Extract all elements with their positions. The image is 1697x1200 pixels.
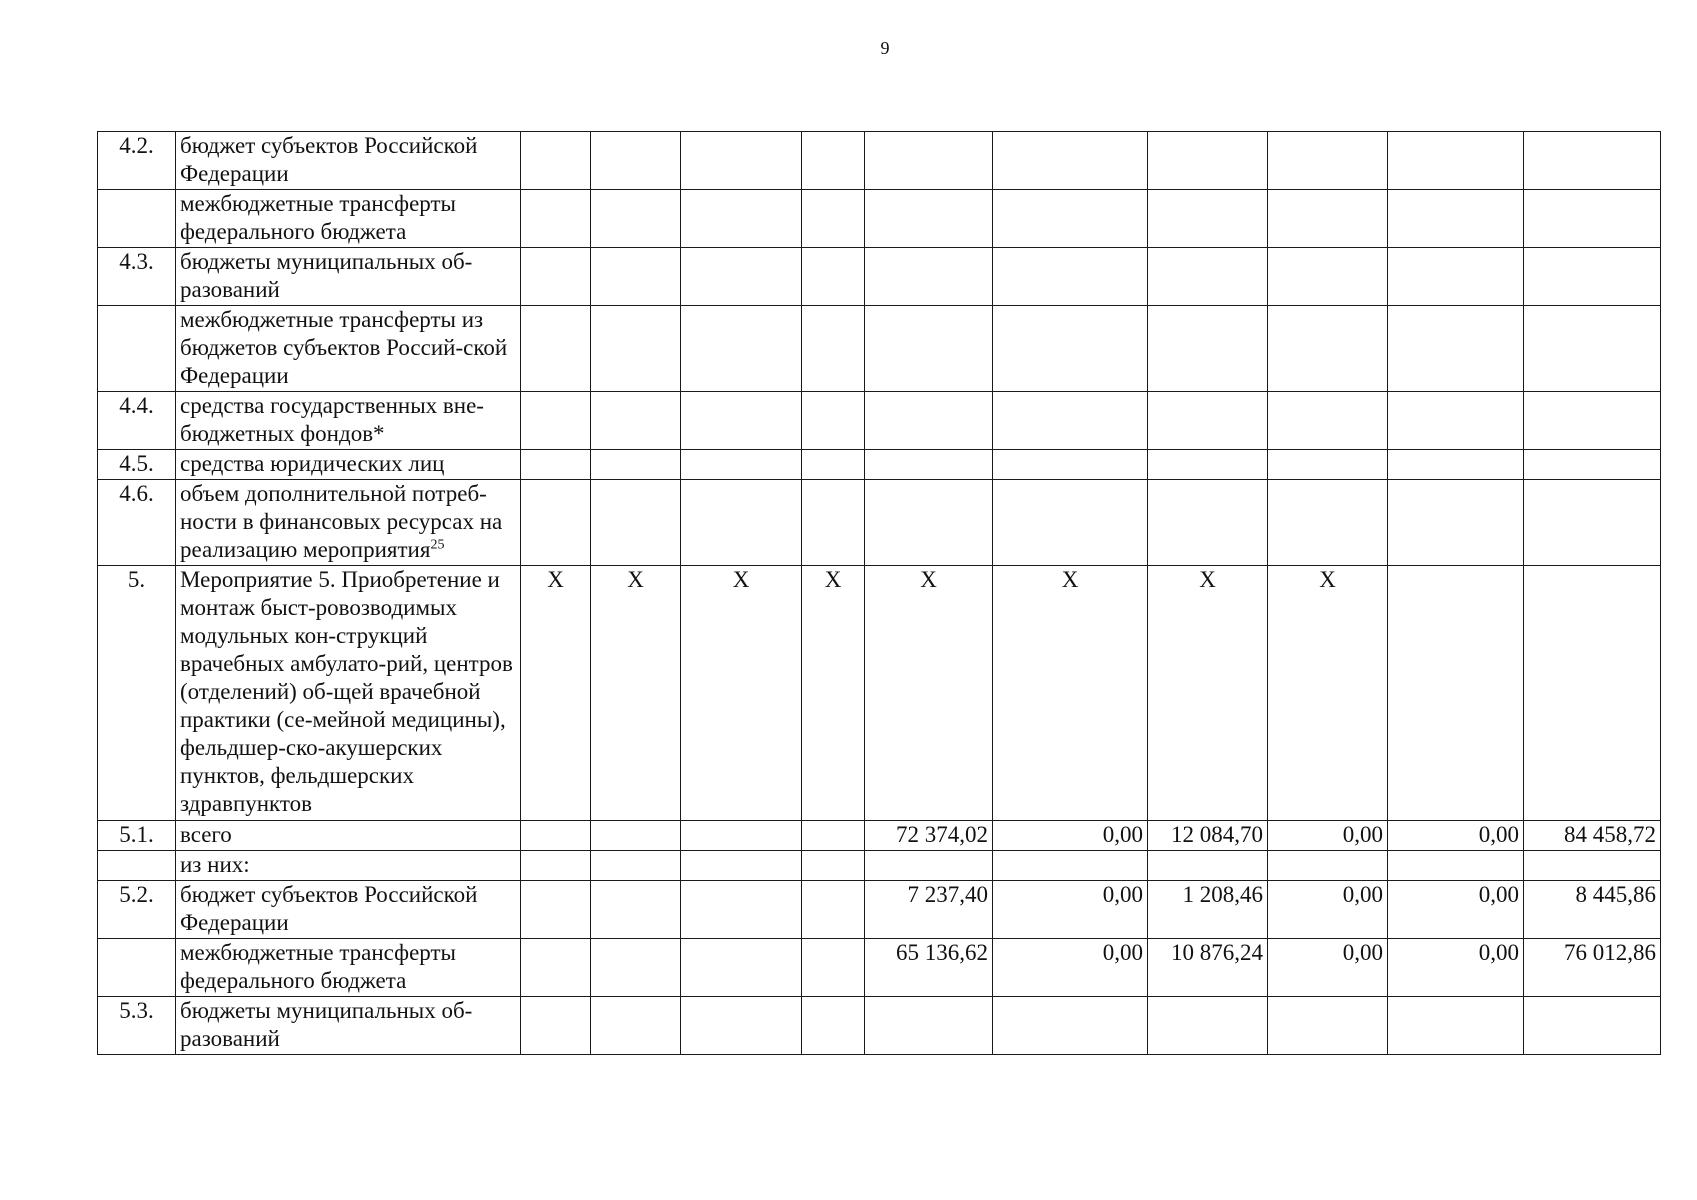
value-cell: 0,00 bbox=[1268, 881, 1388, 939]
value-cell: 7 237,40 bbox=[865, 881, 993, 939]
page-number: 9 bbox=[880, 38, 890, 58]
value-cell bbox=[865, 450, 993, 480]
row-name bbox=[176, 851, 521, 881]
value-cell bbox=[1388, 851, 1524, 881]
value-cell bbox=[1524, 450, 1661, 480]
row-name bbox=[176, 392, 521, 450]
value-cell bbox=[1524, 480, 1661, 566]
value-cell bbox=[865, 392, 993, 450]
value-cell bbox=[802, 851, 865, 881]
value-cell bbox=[865, 997, 993, 1055]
value-cell: X bbox=[681, 566, 802, 821]
value-cell bbox=[591, 821, 681, 851]
row-name bbox=[176, 821, 521, 851]
row-number bbox=[98, 939, 176, 997]
row-number: 5.1. bbox=[98, 821, 176, 851]
value-cell bbox=[802, 821, 865, 851]
row-number: 4.4. bbox=[98, 392, 176, 450]
value-cell bbox=[681, 450, 802, 480]
value-cell bbox=[1388, 132, 1524, 190]
value-cell bbox=[802, 392, 865, 450]
value-cell bbox=[1148, 392, 1268, 450]
value-cell bbox=[1268, 248, 1388, 306]
value-cell bbox=[521, 881, 591, 939]
value-cell bbox=[993, 132, 1148, 190]
row-name-text: бюджет субъектов Российской Федерации bbox=[180, 133, 478, 186]
value-cell: 0,00 bbox=[1268, 821, 1388, 851]
value-cell bbox=[591, 450, 681, 480]
row-number: 4.5. bbox=[98, 450, 176, 480]
value-cell: 0,00 bbox=[1388, 821, 1524, 851]
value-cell bbox=[802, 939, 865, 997]
value-cell bbox=[802, 997, 865, 1055]
table-row bbox=[98, 851, 1661, 881]
row-number bbox=[98, 190, 176, 248]
table-row bbox=[98, 190, 1661, 248]
value-cell bbox=[591, 997, 681, 1055]
value-cell bbox=[521, 997, 591, 1055]
value-cell bbox=[1268, 480, 1388, 566]
value-cell bbox=[865, 851, 993, 881]
value-cell bbox=[521, 851, 591, 881]
value-cell bbox=[1148, 997, 1268, 1055]
value-cell bbox=[591, 306, 681, 392]
value-cell bbox=[681, 881, 802, 939]
table-row bbox=[98, 306, 1661, 392]
row-number bbox=[98, 851, 176, 881]
value-cell bbox=[1524, 566, 1661, 821]
value-cell bbox=[681, 939, 802, 997]
value-cell bbox=[521, 248, 591, 306]
value-cell bbox=[1388, 997, 1524, 1055]
table-row bbox=[98, 881, 1661, 939]
row-number: 5.2. bbox=[98, 881, 176, 939]
row-number: 4.2. bbox=[98, 132, 176, 190]
value-cell bbox=[1268, 450, 1388, 480]
value-cell bbox=[802, 881, 865, 939]
value-cell bbox=[521, 392, 591, 450]
value-cell: 12 084,70 bbox=[1148, 821, 1268, 851]
value-cell bbox=[993, 248, 1148, 306]
value-cell bbox=[1388, 248, 1524, 306]
value-cell bbox=[1388, 306, 1524, 392]
value-cell: X bbox=[802, 566, 865, 821]
value-cell bbox=[521, 132, 591, 190]
value-cell bbox=[865, 306, 993, 392]
row-name bbox=[176, 132, 521, 190]
row-name-text: из них: bbox=[180, 852, 250, 877]
value-cell: 0,00 bbox=[993, 881, 1148, 939]
value-cell bbox=[681, 480, 802, 566]
value-cell bbox=[993, 392, 1148, 450]
row-name bbox=[176, 190, 521, 248]
value-cell bbox=[591, 392, 681, 450]
footnote-marker: 25 bbox=[430, 537, 445, 553]
value-cell bbox=[1524, 132, 1661, 190]
row-name bbox=[176, 248, 521, 306]
value-cell bbox=[1524, 248, 1661, 306]
table-row bbox=[98, 480, 1661, 566]
value-cell bbox=[1268, 132, 1388, 190]
value-cell bbox=[681, 821, 802, 851]
value-cell: X bbox=[993, 566, 1148, 821]
table-body bbox=[98, 132, 1661, 1055]
row-name-text: межбюджетные трансферты федерального бюджета bbox=[180, 940, 456, 993]
value-cell: 84 458,72 bbox=[1524, 821, 1661, 851]
value-cell bbox=[802, 450, 865, 480]
row-name-text: бюджеты муниципальных об-разований bbox=[180, 998, 473, 1051]
table-row bbox=[98, 392, 1661, 450]
row-number: 4.6. bbox=[98, 480, 176, 566]
value-cell: 10 876,24 bbox=[1148, 939, 1268, 997]
row-name-text: межбюджетные трансферты федерального бюджета bbox=[180, 191, 456, 244]
value-cell bbox=[802, 190, 865, 248]
value-cell bbox=[1148, 190, 1268, 248]
value-cell bbox=[681, 248, 802, 306]
value-cell bbox=[521, 821, 591, 851]
value-cell bbox=[1148, 132, 1268, 190]
value-cell bbox=[865, 248, 993, 306]
budget-table bbox=[97, 131, 1661, 1055]
value-cell bbox=[591, 248, 681, 306]
value-cell bbox=[1524, 851, 1661, 881]
value-cell bbox=[802, 132, 865, 190]
row-name-text: бюджеты муниципальных об-разований bbox=[180, 249, 473, 302]
value-cell bbox=[993, 306, 1148, 392]
value-cell bbox=[1524, 392, 1661, 450]
value-cell: 72 374,02 bbox=[865, 821, 993, 851]
table-row bbox=[98, 248, 1661, 306]
value-cell bbox=[802, 480, 865, 566]
value-cell bbox=[865, 480, 993, 566]
value-cell bbox=[1268, 190, 1388, 248]
row-name bbox=[176, 997, 521, 1055]
value-cell bbox=[681, 132, 802, 190]
row-name-text: межбюджетные трансферты из бюджетов субъектов Россий-ской Федерации bbox=[180, 307, 508, 388]
row-number: 4.3. bbox=[98, 248, 176, 306]
value-cell bbox=[802, 306, 865, 392]
row-name-text: объем дополнительной потреб-ности в финансовых ресурсах на реализацию мероприятия bbox=[180, 481, 503, 562]
value-cell bbox=[1268, 851, 1388, 881]
value-cell bbox=[993, 997, 1148, 1055]
table-row bbox=[98, 566, 1661, 821]
value-cell bbox=[1148, 450, 1268, 480]
value-cell bbox=[1388, 480, 1524, 566]
value-cell bbox=[591, 939, 681, 997]
value-cell bbox=[521, 306, 591, 392]
row-name-text: всего bbox=[180, 822, 232, 847]
value-cell: X bbox=[521, 566, 591, 821]
value-cell: 65 136,62 bbox=[865, 939, 993, 997]
value-cell: X bbox=[591, 566, 681, 821]
value-cell bbox=[591, 480, 681, 566]
value-cell bbox=[681, 306, 802, 392]
value-cell bbox=[681, 997, 802, 1055]
value-cell bbox=[802, 248, 865, 306]
value-cell bbox=[681, 190, 802, 248]
value-cell bbox=[521, 190, 591, 248]
value-cell bbox=[591, 190, 681, 248]
row-name bbox=[176, 480, 521, 566]
value-cell bbox=[1148, 851, 1268, 881]
value-cell: 76 012,86 bbox=[1524, 939, 1661, 997]
value-cell bbox=[521, 450, 591, 480]
row-name bbox=[176, 450, 521, 480]
value-cell bbox=[591, 881, 681, 939]
value-cell bbox=[1524, 997, 1661, 1055]
table-row bbox=[98, 939, 1661, 997]
value-cell bbox=[1148, 248, 1268, 306]
value-cell: X bbox=[865, 566, 993, 821]
value-cell bbox=[1388, 190, 1524, 248]
value-cell bbox=[1388, 392, 1524, 450]
value-cell: X bbox=[1268, 566, 1388, 821]
row-name bbox=[176, 566, 521, 821]
value-cell: 1 208,46 bbox=[1148, 881, 1268, 939]
row-name bbox=[176, 881, 521, 939]
value-cell: 0,00 bbox=[1388, 939, 1524, 997]
table-row bbox=[98, 132, 1661, 190]
value-cell bbox=[1524, 306, 1661, 392]
value-cell bbox=[1388, 566, 1524, 821]
row-name-text: средства юридических лиц bbox=[180, 451, 445, 476]
table-row bbox=[98, 997, 1661, 1055]
value-cell bbox=[865, 132, 993, 190]
table-row bbox=[98, 821, 1661, 851]
value-cell bbox=[681, 392, 802, 450]
row-number: 5.3. bbox=[98, 997, 176, 1055]
value-cell bbox=[993, 480, 1148, 566]
value-cell bbox=[1388, 450, 1524, 480]
row-number: 5. bbox=[98, 566, 176, 821]
row-name bbox=[176, 939, 521, 997]
value-cell bbox=[1268, 997, 1388, 1055]
value-cell: X bbox=[1148, 566, 1268, 821]
value-cell bbox=[1148, 480, 1268, 566]
row-name bbox=[176, 306, 521, 392]
value-cell bbox=[865, 190, 993, 248]
value-cell bbox=[1524, 190, 1661, 248]
value-cell bbox=[681, 851, 802, 881]
row-name-text: средства государственных вне-бюджетных фондов* bbox=[180, 393, 484, 446]
value-cell: 0,00 bbox=[1268, 939, 1388, 997]
value-cell bbox=[1268, 392, 1388, 450]
value-cell bbox=[591, 132, 681, 190]
value-cell bbox=[521, 480, 591, 566]
value-cell: 0,00 bbox=[993, 939, 1148, 997]
value-cell bbox=[591, 851, 681, 881]
value-cell bbox=[521, 939, 591, 997]
value-cell bbox=[993, 190, 1148, 248]
value-cell bbox=[993, 450, 1148, 480]
value-cell: 8 445,86 bbox=[1524, 881, 1661, 939]
value-cell bbox=[993, 851, 1148, 881]
table-row bbox=[98, 450, 1661, 480]
value-cell: 0,00 bbox=[993, 821, 1148, 851]
row-name-text: Мероприятие 5. Приобретение и монтаж быст-ровозводимых модульных кон-струкций врачебных амбулато-рий, центров (отделений) об-щей врачебной практики (се-мейной медицины), фельдшер-ско-акушерских пунктов, фельдшерских здравпунктов bbox=[180, 567, 513, 816]
value-cell: 0,00 bbox=[1388, 881, 1524, 939]
row-number bbox=[98, 306, 176, 392]
value-cell bbox=[1148, 306, 1268, 392]
row-name-text: бюджет субъектов Российской Федерации bbox=[180, 882, 478, 935]
value-cell bbox=[1268, 306, 1388, 392]
